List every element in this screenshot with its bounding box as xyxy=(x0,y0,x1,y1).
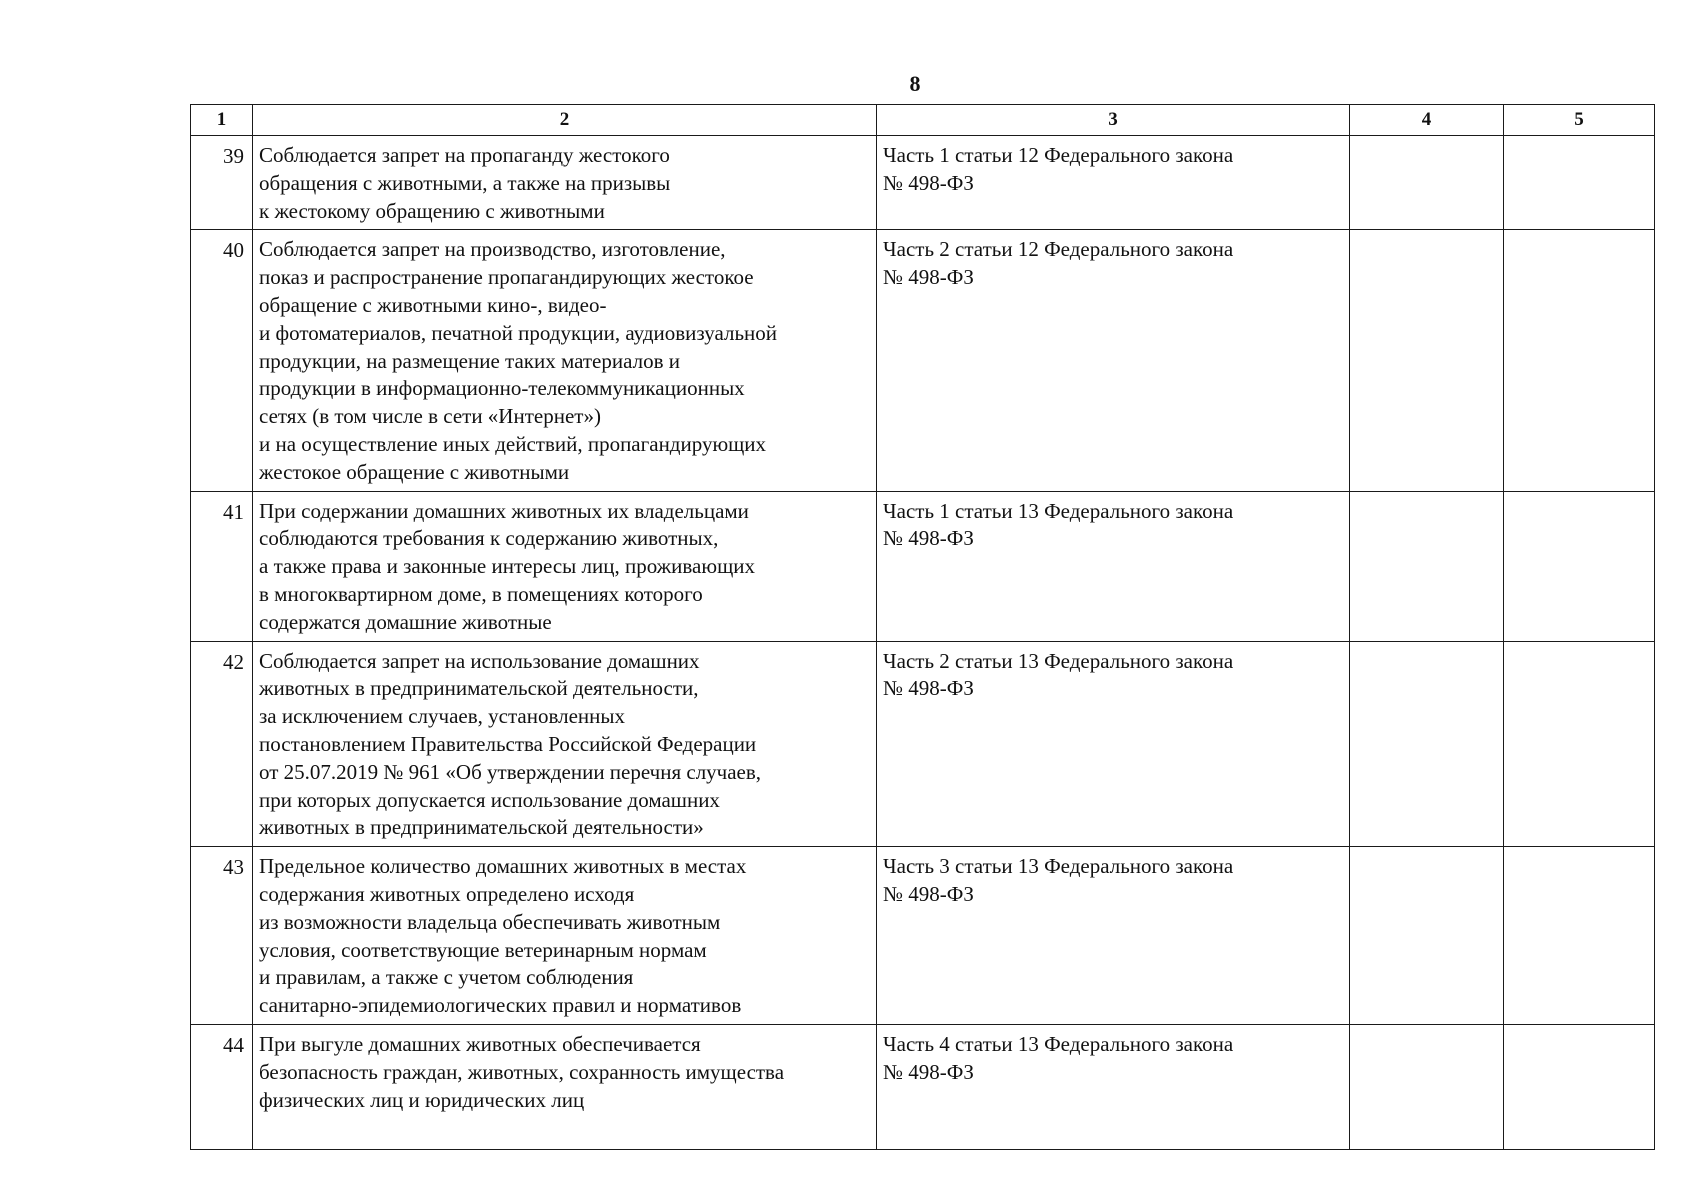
requirement-line: жестокое обращение с животными xyxy=(259,459,570,484)
legal-reference-cell xyxy=(877,491,1350,641)
requirement-line: продукции, на размещение таких материалов и xyxy=(259,348,681,373)
row-number: 42 xyxy=(191,641,253,847)
col-4-cell xyxy=(1350,491,1504,641)
requirement-line: постановлением Правительства Российской Федерации xyxy=(259,731,757,756)
col-5-cell xyxy=(1504,136,1655,230)
requirement-line: животных в предпринимательской деятельности» xyxy=(259,815,704,840)
table-row xyxy=(191,847,1655,1025)
requirement-line: животных в предпринимательской деятельности, xyxy=(259,676,699,701)
requirement-line: от 25.07.2019 № 961 «Об утверждении перечня случаев, xyxy=(259,759,762,784)
requirement-cell xyxy=(253,230,877,491)
requirement-cell xyxy=(253,1025,877,1150)
col-5-cell xyxy=(1504,641,1655,847)
requirement-line: и правилам, а также с учетом соблюдения xyxy=(259,965,634,990)
row-number: 43 xyxy=(191,847,253,1025)
reference-line: Часть 1 статьи 12 Федерального закона xyxy=(883,143,1234,167)
reference-line: Часть 2 статьи 12 Федерального закона xyxy=(883,237,1234,262)
col-4-cell xyxy=(1350,136,1504,230)
row-number: 41 xyxy=(191,491,253,641)
col-4-cell xyxy=(1350,641,1504,847)
legal-reference-cell xyxy=(877,136,1350,230)
requirement-line: Соблюдается запрет на производство, изготовление, xyxy=(259,237,726,262)
requirement-line: в многоквартирном доме, в помещениях которого xyxy=(259,581,703,606)
row-number: 39 xyxy=(191,136,253,230)
requirement-line: Предельное количество домашних животных в местах xyxy=(259,854,747,879)
reference-line: № 498-ФЗ xyxy=(883,526,974,551)
requirement-line: условия, соответствующие ветеринарным нормам xyxy=(259,937,707,962)
requirement-line: Соблюдается запрет на использование домашних xyxy=(259,648,700,673)
requirement-line: и на осуществление иных действий, пропагандирующих xyxy=(259,431,767,456)
requirement-line: и фотоматериалов, печатной продукции, аудиовизуальной xyxy=(259,320,778,345)
requirement-line: физических лиц и юридических лиц xyxy=(259,1087,585,1112)
requirement-line: а также права и законные интересы лиц, проживающих xyxy=(259,554,755,579)
requirement-line: безопасность граждан, животных, сохранность имущества xyxy=(259,1059,785,1084)
legal-reference-cell xyxy=(877,641,1350,847)
requirement-line: за исключением случаев, установленных xyxy=(259,704,625,729)
requirement-cell xyxy=(253,491,877,641)
legal-reference-cell xyxy=(877,230,1350,491)
requirement-cell xyxy=(253,641,877,847)
header-col-2: 2 xyxy=(253,105,877,136)
row-number: 40 xyxy=(191,230,253,491)
legal-reference-cell xyxy=(877,1025,1350,1150)
requirement-line: к жестокому обращению с животными xyxy=(259,198,605,223)
table-row xyxy=(191,641,1655,847)
header-col-5: 5 xyxy=(1504,105,1655,136)
row-number: 44 xyxy=(191,1025,253,1150)
table-row xyxy=(191,136,1655,230)
reference-line: Часть 2 статьи 13 Федерального закона xyxy=(883,648,1234,673)
reference-line: № 498-ФЗ xyxy=(883,265,974,290)
requirement-line: сетях (в том числе в сети «Интернет») xyxy=(259,404,601,429)
reference-line: Часть 1 статьи 13 Федерального закона xyxy=(883,498,1234,523)
reference-line: № 498-ФЗ xyxy=(883,881,974,906)
reference-line: № 498-ФЗ xyxy=(883,676,974,701)
col-5-cell xyxy=(1504,491,1655,641)
table-row xyxy=(191,230,1655,491)
reference-line: № 498-ФЗ xyxy=(883,170,974,195)
requirement-line: содержания животных определено исходя xyxy=(259,881,635,906)
requirement-line: При содержании домашних животных их владельцами xyxy=(259,498,749,523)
requirement-line: При выгуле домашних животных обеспечивается xyxy=(259,1032,701,1057)
header-col-1: 1 xyxy=(191,105,253,136)
reference-line: Часть 4 статьи 13 Федерального закона xyxy=(883,1032,1234,1057)
requirement-line: содержатся домашние животные xyxy=(259,609,552,634)
requirement-line: из возможности владельца обеспечивать животным xyxy=(259,909,721,934)
table-row xyxy=(191,491,1655,641)
requirement-cell xyxy=(253,136,877,230)
requirement-line: обращения с животными, а также на призывы xyxy=(259,170,671,195)
requirement-line: обращение с животными кино-, видео- xyxy=(259,292,607,317)
requirement-line: Соблюдается запрет на пропаганду жестокого xyxy=(259,143,670,167)
col-4-cell xyxy=(1350,1025,1504,1150)
header-col-4: 4 xyxy=(1350,105,1504,136)
legal-reference-cell xyxy=(877,847,1350,1025)
table-row xyxy=(191,1025,1655,1150)
requirement-line: соблюдаются требования к содержанию животных, xyxy=(259,526,719,551)
requirement-line: при которых допускается использование домашних xyxy=(259,787,720,812)
col-4-cell xyxy=(1350,847,1504,1025)
col-5-cell xyxy=(1504,847,1655,1025)
col-5-cell xyxy=(1504,230,1655,491)
requirement-cell xyxy=(253,847,877,1025)
table-header-row xyxy=(191,105,1655,136)
reference-line: Часть 3 статьи 13 Федерального закона xyxy=(883,854,1234,879)
reference-line: № 498-ФЗ xyxy=(883,1059,974,1084)
col-4-cell xyxy=(1350,230,1504,491)
page-number: 8 xyxy=(909,71,921,96)
requirement-line: санитарно-эпидемиологических правил и нормативов xyxy=(259,993,742,1018)
requirement-line: продукции в информационно-телекоммуникационных xyxy=(259,376,745,401)
checklist-table xyxy=(190,104,1655,1150)
col-5-cell xyxy=(1504,1025,1655,1150)
requirement-line: показ и распространение пропагандирующих жестокое xyxy=(259,265,754,290)
header-col-3: 3 xyxy=(877,105,1350,136)
